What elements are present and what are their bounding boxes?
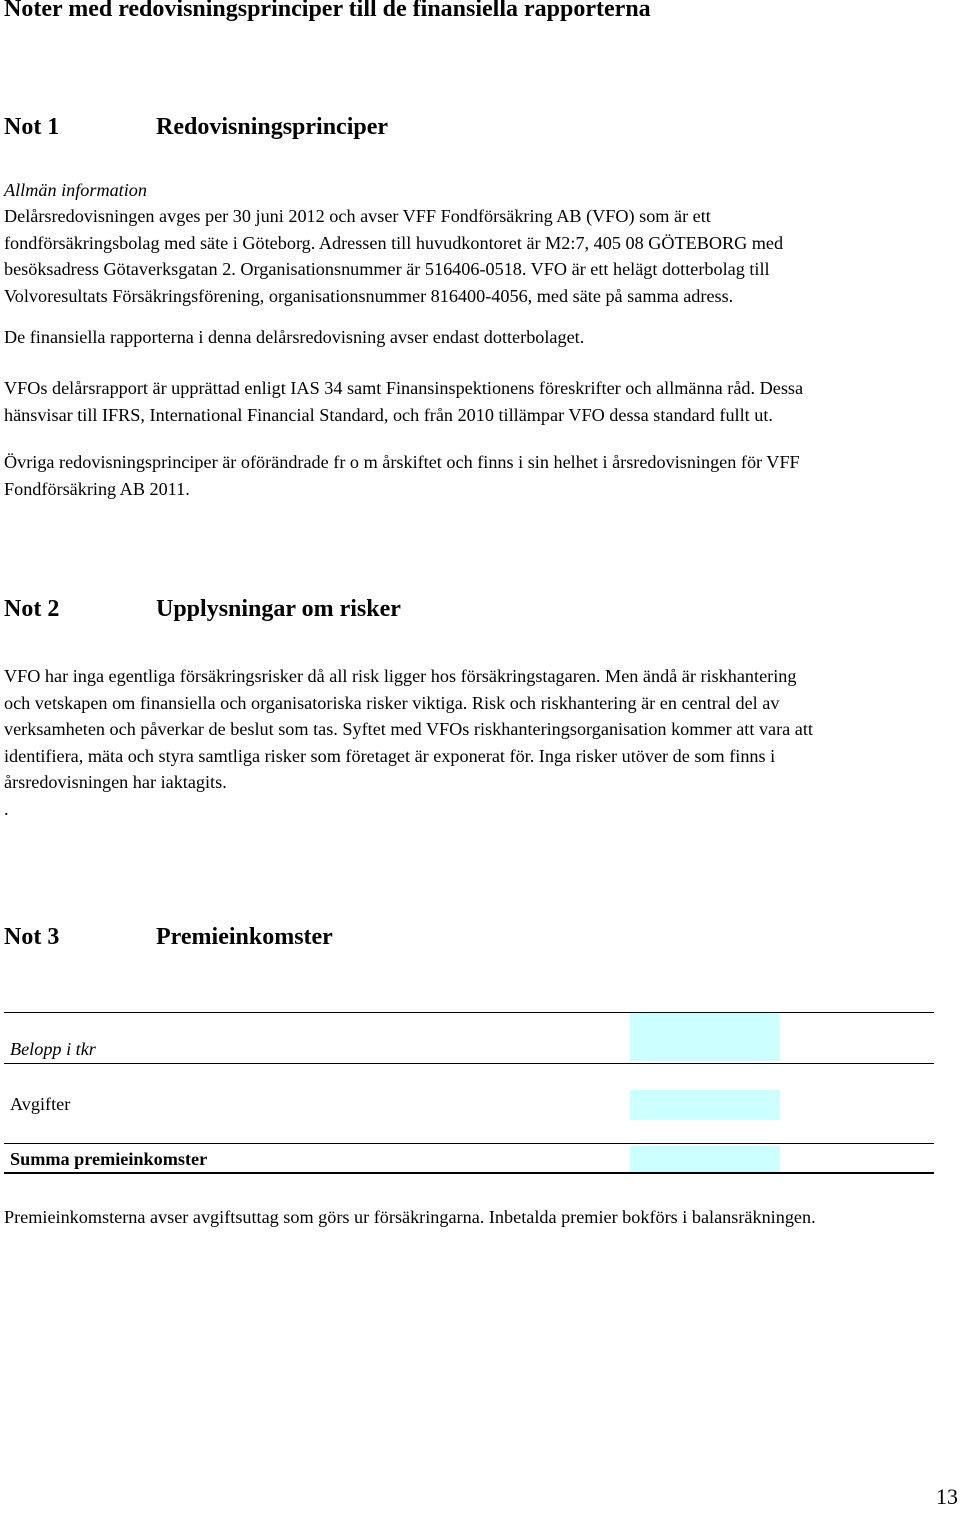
page-heading: Noter med redovisningsprinciper till de finansiella rapporterna [4,0,651,22]
table-rule-sum [4,1143,934,1144]
text-line: fondförsäkringsbolag med säte i Göteborg. Adressen till huvudkontoret är M2:7, 405 08 GÖTEBORG med [4,232,784,253]
table-rule-top [4,1012,934,1013]
text-line: De finansiella rapporterna i denna delårsredovisning avser endast dotterbolaget. [4,327,585,347]
page-number: 13 [936,1484,958,1509]
text-line: VFO har inga egentliga försäkringsrisker då all risk ligger hos försäkringstagaren. Men ändå är riskhantering [4,666,797,686]
highlight-summa-cell [630,1146,780,1172]
note-1-number: Not 1 [4,114,60,140]
note-1-paragraph-1 [4,203,954,309]
text-line: besöksadress Götaverksgatan 2. Organisationsnummer är 516406-0518. VFO är ett helägt dotterbolag till [4,259,770,279]
highlight-header-cell [630,1013,780,1061]
text-line: Delårsredovisningen avges per 30 juni 2012 och avser VFF Fondförsäkring AB (VFO) som är ett [4,206,711,226]
text-line: . [4,798,9,819]
note-3-number: Not 3 [4,924,60,950]
note-3-title: Premieinkomster [156,924,333,950]
note-1-paragraph-3 [4,375,954,428]
note-2-paragraph [4,663,954,822]
note-1-subheading: Allmän information [4,180,147,200]
table-unit-label: Belopp i tkr [10,1039,96,1059]
note-1-paragraph-2 [4,324,954,351]
note-2-number: Not 2 [4,596,60,622]
note-1-paragraph-4 [4,449,954,502]
note-1-title: Redovisningsprinciper [156,114,389,140]
text-line: Fondförsäkring AB 2011. [4,478,190,499]
text-line: Volvoresultats Försäkringsförening, organisationsnummer 816400-4056, med säte på samma adress. [4,285,734,306]
table-rule-header [4,1063,934,1064]
text-line: identifiera, mäta och styra samtliga risker som företaget är exponerat för. Inga risker utöver de som finns i [4,745,776,766]
note-2-title: Upplysningar om risker [156,596,401,622]
table-row-label: Avgifter [10,1094,71,1114]
text-line: VFOs delårsrapport är upprättad enligt IAS 34 samt Finansinspektionens föreskrifter och allmänna råd. Dessa [4,378,804,398]
text-line: hänsvisar till IFRS, International Financial Standard, och från 2010 tillämpar VFO dessa standard fullt ut. [4,404,773,425]
highlight-avgifter-cell [630,1090,780,1120]
table-rule-bottom [4,1172,934,1174]
text-line: Premieinkomsterna avser avgiftsuttag som görs ur försäkringarna. Inbetalda premier bokförs i balansräkningen. [4,1207,816,1227]
text-line: årsredovisningen har iaktagits. [4,772,227,792]
table-row-label: Summa premieinkomster [10,1149,208,1169]
text-line: och vetskapen om finansiella och organisatoriska risker viktiga. Risk och riskhantering är en central del av [4,692,780,713]
text-line: verksamheten och påverkar de beslut som tas. Syftet med VFOs riskhanteringsorganisation kommer att vara att [4,719,813,739]
text-line: Övriga redovisningsprinciper är oförändrade fr o m årskiftet och finns i sin helhet i årsredovisningen för VFF [4,452,800,472]
note-3-footnote [4,1204,954,1231]
